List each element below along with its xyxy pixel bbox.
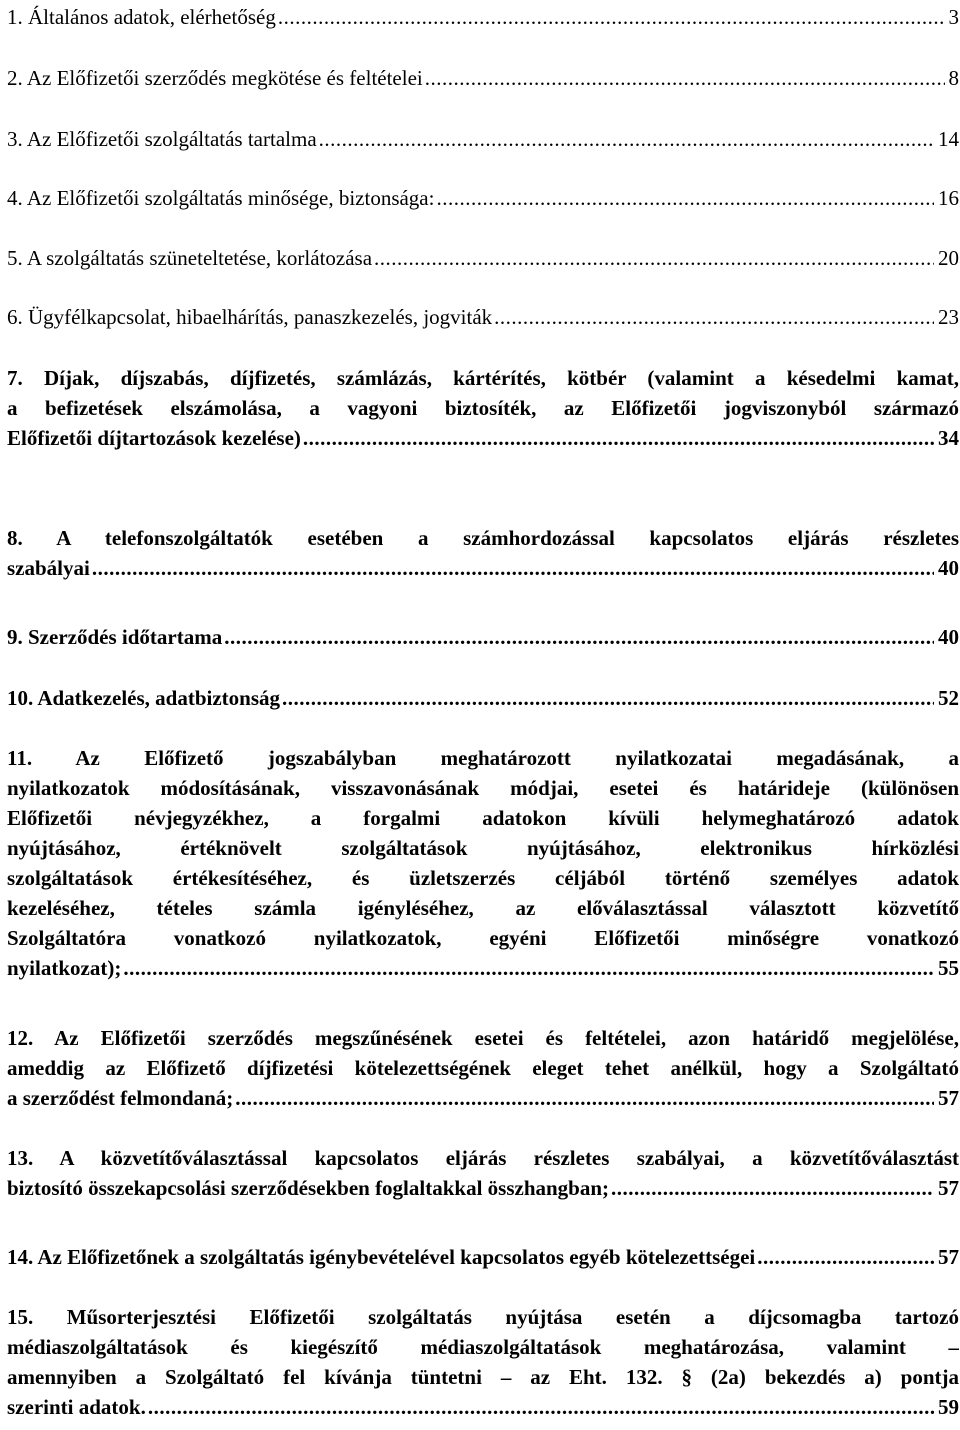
toc-entry-text: szerinti adatok. [7,1395,146,1419]
toc-entry-last-line [7,63,959,93]
toc-entry[interactable] [7,523,959,583]
toc-entry-text: kezeléséhez, tételes számla igényléséhez, az előválasztással választott közvetítő [7,896,959,920]
toc-page-number: 14 [938,127,959,151]
toc-entry[interactable] [7,1023,959,1113]
toc-entry-last-line [7,553,959,583]
toc-entry-text: Előfizetői díjtartozások kezelése) [7,426,301,450]
toc-entry-line [7,393,959,423]
toc-entry-line [7,1302,959,1332]
toc-entry[interactable] [7,683,959,713]
toc-entry-text: 3. Az Előfizetői szolgáltatás tartalma [7,127,317,151]
toc-entry-last-line [7,1083,959,1113]
dot-leader [282,683,934,713]
toc-entry-text: 2. Az Előfizetői szerződés megkötése és feltételei [7,66,423,90]
toc-entry-last-line [7,1242,959,1272]
toc-page-number: 3 [948,5,959,29]
toc-entry-line [7,893,959,923]
toc-entry-line [7,743,959,773]
toc-entry-text: Szolgáltatóra vonatkozó nyilatkozatok, egyéni Előfizetői minőségre vonatkozó [7,926,959,950]
toc-entry-text: szabályai [7,556,90,580]
toc-entry-line [7,923,959,953]
toc-entry-text: 15. Műsorterjesztési Előfizetői szolgáltatás nyújtása esetén a díjcsomagba tartozó [7,1305,959,1329]
toc-entry-line [7,863,959,893]
toc-entry-last-line [7,183,959,213]
toc-entry-line [7,1053,959,1083]
toc-entry-text: 6. Ügyfélkapcsolat, hibaelhárítás, panaszkezelés, jogviták [7,305,493,329]
toc-entry-text: nyújtásához, értéknövelt szolgáltatások nyújtásához, elektronikus hírközlési [7,836,959,860]
toc-entry-last-line [7,1173,959,1203]
toc-entry[interactable] [7,743,959,983]
toc-entry-last-line [7,2,959,32]
toc-entry-text: biztosító összekapcsolási szerződésekben foglaltakkal összhangban; [7,1176,610,1200]
dot-leader [224,622,934,652]
toc-page-number: 40 [938,625,959,649]
toc-entry-text: nyilatkozat); [7,956,122,980]
toc-entry[interactable] [7,1143,959,1203]
toc-entry-last-line [7,302,959,332]
dot-leader [757,1242,934,1272]
toc-entry-line [7,363,959,393]
dot-leader [278,2,945,32]
toc-page-number: 20 [938,246,959,270]
dot-leader [148,1392,934,1422]
toc-entry-text: 9. Szerződés időtartama [7,625,223,649]
toc-entry[interactable] [7,1242,959,1272]
toc-entry[interactable] [7,2,959,32]
toc-entry-text: 7. Díjak, díjszabás, díjfizetés, számlázás, kártérítés, kötbér (valamint a késedelmi kamat, [7,366,959,390]
dot-leader [92,553,934,583]
dot-leader [235,1083,934,1113]
toc-entry[interactable] [7,622,959,652]
toc-page-number: 8 [948,66,959,90]
toc-entry-last-line [7,243,959,273]
toc-entry-text: a szerződést felmondaná; [7,1086,234,1110]
toc-entry-text: 13. A közvetítőválasztással kapcsolatos eljárás részletes szabályai, a közvetítőválasztást [7,1146,959,1170]
toc-entry[interactable] [7,302,959,332]
toc-entry[interactable] [7,183,959,213]
toc-entry-text: médiaszolgáltatások és kiegészítő médiaszolgáltatások meghatározása, valamint – [7,1335,959,1359]
toc-entry-last-line [7,124,959,154]
toc-entry-line [7,803,959,833]
toc-page-number: 55 [938,956,959,980]
toc-entry[interactable] [7,243,959,273]
toc-entry-last-line [7,953,959,983]
dot-leader [374,243,934,273]
dot-leader [425,63,945,93]
dot-leader [303,423,934,453]
toc-entry-line [7,773,959,803]
toc-entry-text: 10. Adatkezelés, adatbiztonság [7,686,280,710]
toc-page-number: 57 [938,1176,959,1200]
toc-page-number: 59 [938,1395,959,1419]
toc-entry-text: a befizetések elszámolása, a vagyoni biztosíték, az Előfizetői jogviszonyból származó [7,396,959,420]
toc-entry-last-line [7,423,959,453]
toc-entry-text: 11. Az Előfizető jogszabályban meghatározott nyilatkozatai megadásának, a [7,746,959,770]
toc-entry-text: 12. Az Előfizetői szerződés megszűnésének esetei és feltételei, azon határidő megjelölése, [7,1026,959,1050]
toc-entry-text: amennyiben a Szolgáltató fel kívánja tüntetni – az Eht. 132. § (2a) bekezdés a) pontja [7,1365,959,1389]
toc-entry[interactable] [7,63,959,93]
toc-entry-text: 8. A telefonszolgáltatók esetében a számhordozással kapcsolatos eljárás részletes [7,526,959,550]
dot-leader [319,124,934,154]
toc-page-number: 57 [938,1086,959,1110]
toc-entry-last-line [7,1392,959,1422]
toc-entry-text: 14. Az Előfizetőnek a szolgáltatás igénybevételével kapcsolatos egyéb kötelezettségei [7,1245,756,1269]
toc-entry-line [7,1362,959,1392]
toc-entry[interactable] [7,363,959,453]
toc-page-number: 52 [938,686,959,710]
dot-leader [123,953,934,983]
toc-entry-line [7,1332,959,1362]
toc-page-number: 34 [938,426,959,450]
toc-entry-last-line [7,683,959,713]
dot-leader [494,302,934,332]
toc-entry-text: nyilatkozatok módosításának, visszavonásának módjai, esetei és határideje (különösen [7,776,959,800]
toc-entry-text: 4. Az Előfizetői szolgáltatás minősége, biztonsága: [7,186,435,210]
toc-page-number: 16 [938,186,959,210]
toc-entry[interactable] [7,124,959,154]
toc-entry-text: szolgáltatások értékesítéséhez, és üzletszerzés céljából történő személyes adatok [7,866,959,890]
toc-entry-last-line [7,622,959,652]
toc-entry[interactable] [7,1302,959,1422]
toc-entry-text: 1. Általános adatok, elérhetőség [7,5,276,29]
dot-leader [436,183,934,213]
toc-entry-text: 5. A szolgáltatás szüneteltetése, korlátozása [7,246,373,270]
toc-entry-line [7,1023,959,1053]
toc-page-number: 57 [938,1245,959,1269]
toc-entry-line [7,523,959,553]
toc-entry-text: ameddig az Előfizető díjfizetési kötelezettségének eleget tehet anélkül, hogy a Szolgáltató [7,1056,959,1080]
toc-page-number: 40 [938,556,959,580]
toc-entry-line [7,1143,959,1173]
toc-entry-line [7,833,959,863]
toc-page-number: 23 [938,305,959,329]
dot-leader [611,1173,934,1203]
toc-entry-text: Előfizetői névjegyzékhez, a forgalmi adatokon kívüli helymeghatározó adatok [7,806,959,830]
